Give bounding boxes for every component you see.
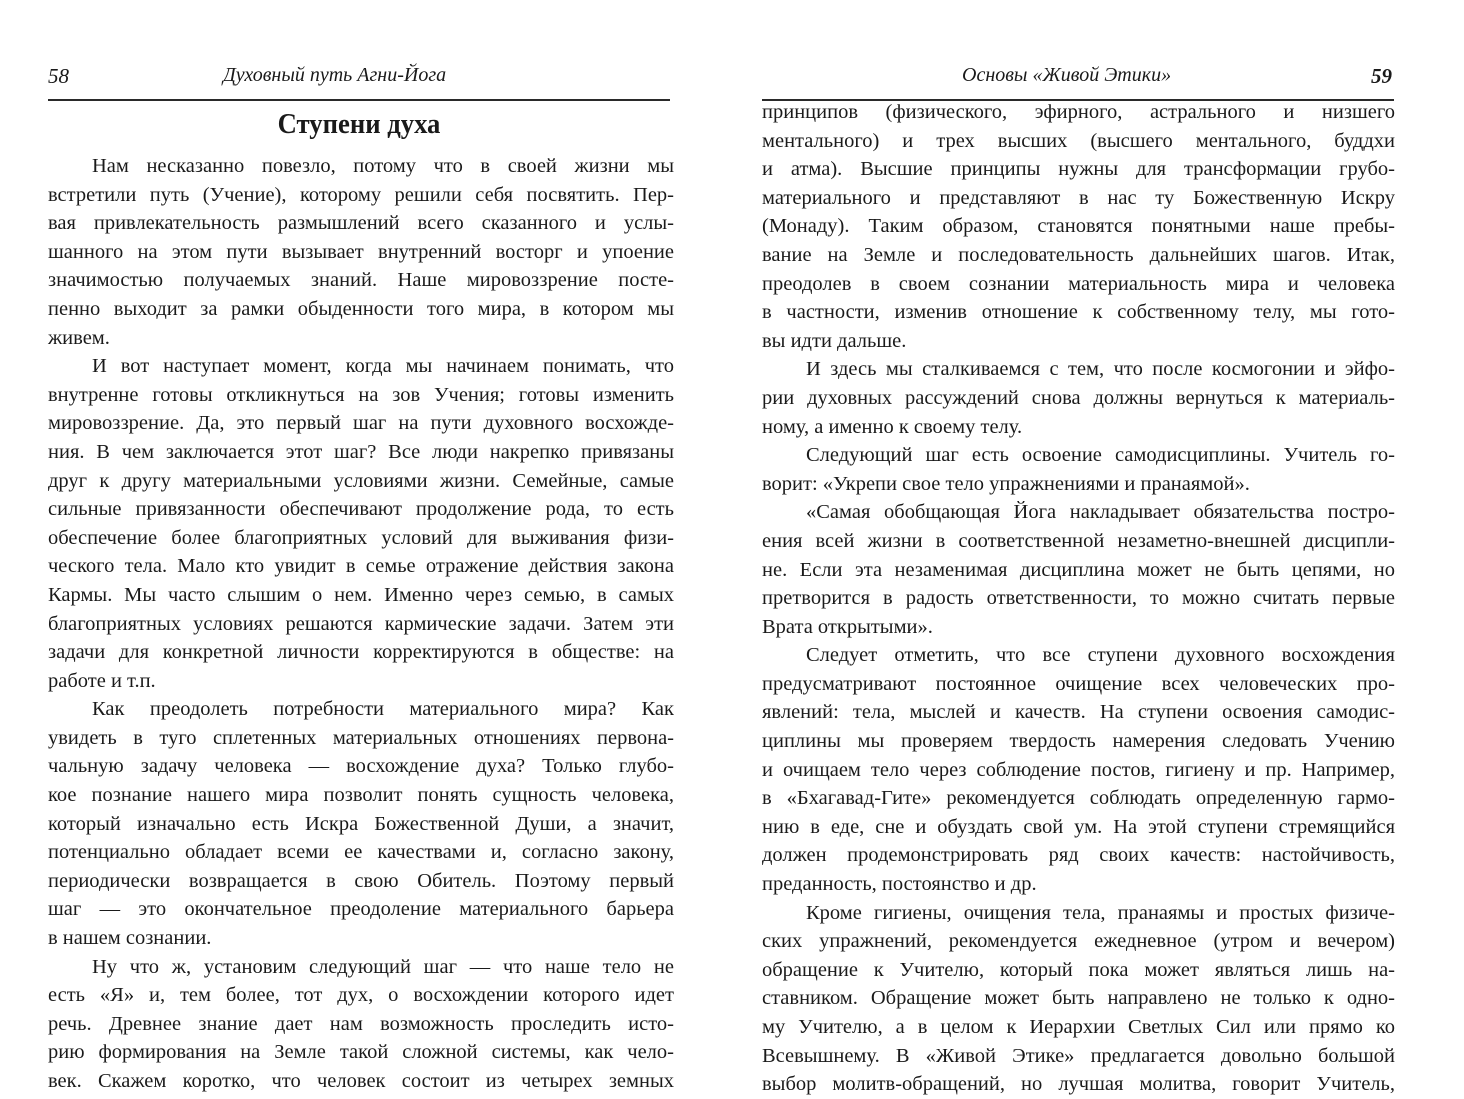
text-line [762, 498, 1395, 527]
text-line-content: сильные привязанности обеспечивают продолжение рода, то есть [48, 498, 674, 521]
text-line-content: выбор молитв-обращений, но лучшая молитва, говорит Учитель, [762, 1073, 1395, 1096]
text-line-content: есть «Я» и, тем более, тот дух, о восхождении которого идет [48, 984, 674, 1007]
text-line-content: шаг — это окончательное преодоление материального барьера [48, 898, 674, 921]
text-line-content: Нам несказанно повезло, потому что в своей жизни мы [92, 155, 674, 177]
text-line [48, 695, 674, 724]
text-line-content: ния. В чем заключается этот шаг? Все люди накрепко привязаны [48, 440, 674, 463]
text-line-content: потенциально обладает всеми ее качествами и, согласно закону, [48, 841, 674, 864]
text-line-content: ских упражнений, рекомендуется ежедневное (утром и вечером) [762, 930, 1395, 953]
text-line [762, 155, 1395, 184]
text-line-content: речь. Древнее знание дает нам возможность проследить исто- [48, 1012, 674, 1035]
text-line-content: друг к другу материальными условиями жизни. Семейные, самые [48, 469, 674, 492]
text-line [48, 981, 674, 1010]
text-line [762, 927, 1395, 956]
text-line-content: преодолев в своем сознании материальность мира и человека [762, 272, 1395, 295]
text-line [48, 1038, 674, 1067]
text-line [48, 838, 674, 867]
page-number: 59 [1371, 64, 1392, 88]
text-line-content: рии духовных рассуждений снова должны вернуться к материаль- [762, 386, 1395, 409]
text-line [762, 327, 1395, 356]
text-line-content: пенно выходит за рамки обыденности того мира, в котором мы [48, 297, 674, 320]
text-line-content: который изначально есть Искра Божественной Души, а значит, [48, 812, 674, 835]
text-line [762, 441, 1395, 470]
text-line-content: нию в еде, сне и обуздать свой ум. На этой ступени стремящийся [762, 815, 1395, 838]
text-line [48, 638, 674, 667]
text-line [762, 698, 1395, 727]
text-line [762, 184, 1395, 213]
text-line [48, 467, 674, 496]
text-line [48, 438, 674, 467]
text-line-content: Ну что ж, установим следующий шаг — что наше тело не [92, 955, 674, 978]
text-line-content: ному, а именно к своему телу. [762, 415, 1023, 438]
text-line-content: И здесь мы сталкиваемся с тем, что после космогонии и эйфо- [806, 358, 1395, 381]
text-line [48, 1067, 674, 1096]
text-line-content: шанного на этом пути вызывает внутренний восторг и упоение [48, 240, 674, 263]
text-line [48, 352, 674, 381]
text-line-content: живем. [48, 326, 110, 349]
text-line-content: Следующий шаг есть освоение самодисциплины. Учитель го- [806, 444, 1395, 467]
text-line [48, 1010, 674, 1039]
text-line-content: Врата открытыми». [762, 615, 933, 638]
text-line-content: обращение к Учителю, который пока может являться лишь на- [762, 958, 1395, 981]
text-line [762, 270, 1395, 299]
text-line-content: периодически возвращается в свою Обитель. Поэтому первый [48, 869, 674, 892]
page-body-text [48, 152, 674, 1096]
text-line [762, 413, 1395, 442]
text-line-content: обеспечение более благоприятных условий для выживания физи- [48, 526, 674, 549]
text-line [48, 238, 674, 267]
text-line-content: и атма). Высшие принципы нужны для трансформации грубо- [762, 158, 1395, 181]
text-line [762, 212, 1395, 241]
text-line-content: задачи для конкретной личности корректируются в обществе: на [48, 641, 674, 664]
text-line-content: Следует отметить, что все ступени духовного восхождения [806, 644, 1395, 667]
text-line [48, 266, 674, 295]
text-line [48, 324, 674, 353]
text-line-content: мировоззрение. Да, это первый шаг на пути духовного восхожде- [48, 412, 674, 435]
text-line-content: встретили путь (Учение), которому решили себя посвятить. Пер- [48, 183, 674, 206]
text-line [762, 641, 1395, 670]
text-line-content: увидеть в туго сплетенных материальных отношениях первона- [48, 726, 674, 749]
text-line-content: Как преодолеть потребности материального мира? Как [92, 698, 674, 721]
text-line [48, 810, 674, 839]
text-line [762, 556, 1395, 585]
text-line-content: работе и т.п. [48, 669, 156, 692]
text-line-content: материального и представляют в нас ту Божественную Искру [762, 186, 1395, 209]
text-line [762, 1013, 1395, 1042]
text-line-content: рию формирования на Земле такой сложной системы, как чело- [48, 1041, 674, 1064]
text-line [762, 384, 1395, 413]
text-line-content: должен продемонстрировать ряд своих качеств: настойчивость, [762, 844, 1395, 867]
text-line-content: не. Если эта незаменимая дисциплина может не быть цепями, но [762, 558, 1395, 581]
text-line-content: ворит: «Укрепи свое тело упражнениями и пранаямой». [762, 472, 1250, 495]
text-line-content: ставником. Обращение может быть направлено не только к одно- [762, 987, 1395, 1010]
text-line [48, 295, 674, 324]
text-line [48, 895, 674, 924]
text-line [762, 727, 1395, 756]
text-line-content: (Монаду). Таким образом, становятся понятными наше пребы- [762, 215, 1395, 238]
text-line [762, 784, 1395, 813]
text-line [762, 584, 1395, 613]
text-line [48, 552, 674, 581]
text-line [762, 613, 1395, 642]
text-line [762, 841, 1395, 870]
page-number: 58 [48, 64, 69, 88]
running-head-right [766, 64, 1392, 92]
text-line-content: ения всей жизни в соответственной незаметно-внешней дисципли- [762, 529, 1395, 552]
text-line [48, 781, 674, 810]
text-line [48, 524, 674, 553]
text-line [48, 724, 674, 753]
text-line-content: вание на Земле и последовательность дальнейших шагов. Итак, [762, 243, 1395, 266]
running-head-left [48, 64, 670, 92]
text-line [762, 899, 1395, 928]
chapter-title: Ступени духа [277, 108, 441, 140]
text-line [48, 924, 674, 953]
text-line [48, 953, 674, 982]
text-line [48, 667, 674, 696]
text-line [762, 870, 1395, 899]
text-line-content: в частности, изменив отношение к собственному телу, мы гото- [762, 301, 1395, 324]
text-line-content: принципов (физического, эфирного, астрального и низшего [762, 101, 1395, 123]
text-line [48, 381, 674, 410]
text-line-content: внутренне готовы откликнуться на зов Учения; готовы изменить [48, 383, 674, 406]
text-line [762, 355, 1395, 384]
text-line-content: И вот наступает момент, когда мы начинаем понимать, что [92, 355, 674, 378]
text-line [762, 298, 1395, 327]
text-line [48, 495, 674, 524]
text-line-content: Кроме гигиены, очищения тела, пранаямы и простых физиче- [806, 901, 1395, 924]
left-page [0, 0, 732, 1092]
text-line-content: чальную задачу человека — восхождение духа? Только глубо- [48, 755, 674, 778]
running-title: Духовный путь Агни-Йога [223, 64, 447, 86]
text-line-content: предусматривают постоянное очищение всех человеческих про- [762, 672, 1395, 695]
text-line-content: в нашем сознании. [48, 927, 212, 950]
text-line [48, 581, 674, 610]
page-body-text [762, 98, 1395, 1099]
text-line [48, 181, 674, 210]
text-line-content: преданность, постоянство и др. [762, 873, 1037, 896]
text-line [762, 98, 1395, 127]
text-line [48, 409, 674, 438]
text-line-content: в «Бхагавад-Гите» рекомендуется соблюдать определенную гармо- [762, 787, 1395, 810]
text-line [762, 127, 1395, 156]
text-line-content: вая привлекательность размышлений всего сказанного и услы- [48, 212, 674, 235]
text-line [48, 209, 674, 238]
text-line [762, 956, 1395, 985]
text-line-content: и очищаем тело через соблюдение постов, гигиену и пр. Например, [762, 758, 1395, 781]
text-line [762, 527, 1395, 556]
text-line [762, 670, 1395, 699]
text-line-content: циплины мы проверяем твердость намерения следовать Учению [762, 730, 1395, 753]
text-line [48, 610, 674, 639]
text-line-content: явлений: тела, мыслей и качеств. На ступени освоения самодис- [762, 701, 1395, 724]
text-line-content: претворится в радость ответственности, то можно считать первые [762, 587, 1395, 610]
text-line-content: ческого тела. Мало кто увидит в семье отражение действия закона [48, 555, 674, 578]
text-line-content: благоприятных условиях решаются кармические задачи. Затем эти [48, 612, 674, 635]
text-line [762, 1070, 1395, 1099]
text-line-content: значимостью получаемых знаний. Наше мировоззрение посте- [48, 269, 674, 292]
text-line [762, 984, 1395, 1013]
text-line [762, 241, 1395, 270]
text-line-content: Всевышнему. В «Живой Этике» предлагается довольно большой [762, 1044, 1395, 1067]
text-line-content: ментального) и трех высших (высшего ментального, буддхи [762, 129, 1395, 152]
text-line-content: вы идти дальше. [762, 329, 907, 352]
text-line [48, 152, 674, 181]
text-line [48, 752, 674, 781]
text-line-content: «Самая обобщающая Йога накладывает обязательства постро- [806, 501, 1395, 524]
running-title: Основы «Живой Этики» [962, 64, 1172, 86]
text-line-content: век. Скажем коротко, что человек состоит из четырех земных [48, 1070, 674, 1092]
text-line [762, 756, 1395, 785]
header-rule [48, 99, 670, 101]
text-line [762, 1042, 1395, 1071]
text-line-content: му Учителю, а в целом к Иерархии Светлых Сил или прямо ко [762, 1016, 1395, 1038]
text-line [48, 867, 674, 896]
text-line [762, 470, 1395, 499]
text-line-content: Кармы. Мы часто слышим о нем. Именно через семью, в самых [48, 583, 674, 606]
text-line-content: кое познание нашего мира позволит понять сущность человека, [48, 784, 674, 807]
right-page [732, 0, 1464, 1096]
text-line [762, 813, 1395, 842]
